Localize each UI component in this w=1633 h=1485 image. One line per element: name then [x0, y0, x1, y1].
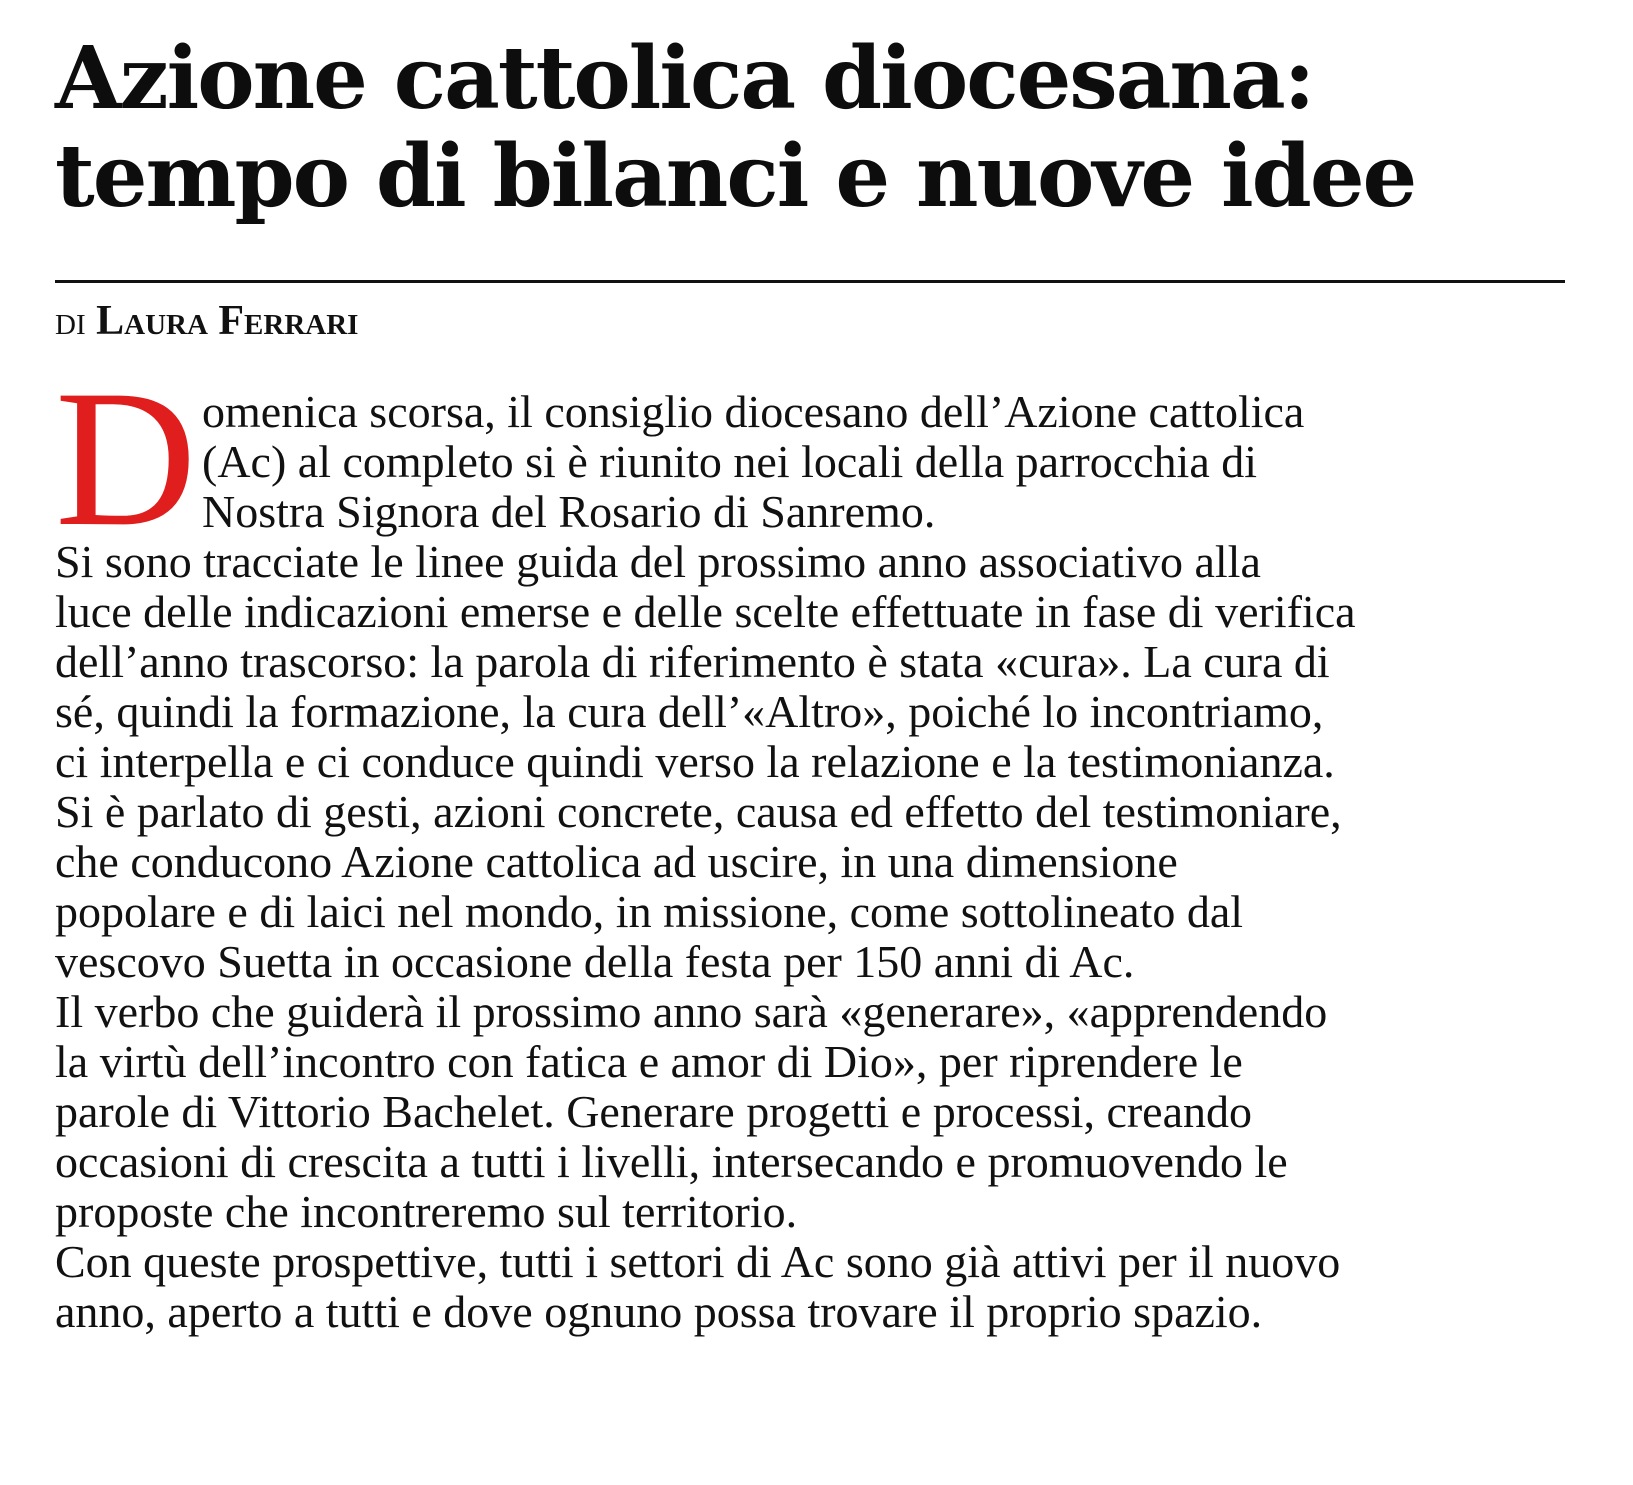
- text-line: parole di Vittorio Bachelet. Generare progetti e processi, creando: [55, 1086, 1253, 1137]
- divider-rule: [55, 280, 1565, 283]
- headline: [55, 30, 1565, 226]
- text-line: dell’anno trascorso: la parola di riferimento è stata «cura». La cura di: [55, 636, 1330, 687]
- headline-line: tempo di bilanci e nuove idee: [55, 126, 1416, 227]
- text-line: (Ac) al completo si è riunito nei locali della parrocchia di: [202, 436, 1258, 487]
- text-line: Il verbo che guiderà il prossimo anno sarà «generare», «apprendendo: [55, 986, 1328, 1037]
- text-line: la virtù dell’incontro con fatica e amor di Dio», per riprendere le: [55, 1036, 1243, 1087]
- text-line: popolare e di laici nel mondo, in missione, come sottolineato dal: [55, 886, 1244, 937]
- byline: [55, 295, 1565, 347]
- text-line: occasioni di crescita a tutti i livelli, intersecando e promuovendo le: [55, 1136, 1288, 1187]
- drop-cap: D: [55, 350, 197, 567]
- text-line: Si sono tracciate le linee guida del prossimo anno associativo alla: [55, 536, 1261, 587]
- body-text: [55, 537, 1565, 1337]
- text-line: Con queste prospettive, tutti i settori di Ac sono già attivi per il nuovo: [55, 1236, 1341, 1287]
- text-line: Nostra Signora del Rosario di Sanremo.: [202, 486, 936, 537]
- byline-prefix: di: [55, 298, 86, 344]
- text-line: che conducono Azione cattolica ad uscire, in una dimensione: [55, 836, 1178, 887]
- text-line: omenica scorsa, il consiglio diocesano dell’Azione cattolica: [202, 386, 1305, 437]
- headline-line: Azione cattolica diocesana:: [55, 28, 1314, 129]
- text-line: anno, aperto a tutti e dove ognuno possa trovare il proprio spazio.: [55, 1286, 1263, 1337]
- text-line: luce delle indicazioni emerse e delle scelte effettuate in fase di verifica: [55, 586, 1356, 637]
- article: [55, 30, 1565, 1337]
- text-line: Si è parlato di gesti, azioni concrete, causa ed effetto del testimoniare,: [55, 786, 1342, 837]
- text-line: ci interpella e ci conduce quindi verso la relazione e la testimonianza.: [55, 736, 1335, 787]
- article-body: [55, 350, 1565, 1337]
- text-line: vescovo Suetta in occasione della festa per 150 anni di Ac.: [55, 936, 1135, 987]
- text-line: proposte che incontreremo sul territorio.: [55, 1186, 798, 1237]
- text-line: sé, quindi la formazione, la cura dell’«Altro», poiché lo incontriamo,: [55, 686, 1324, 737]
- author-name: Laura Ferrari: [96, 298, 359, 344]
